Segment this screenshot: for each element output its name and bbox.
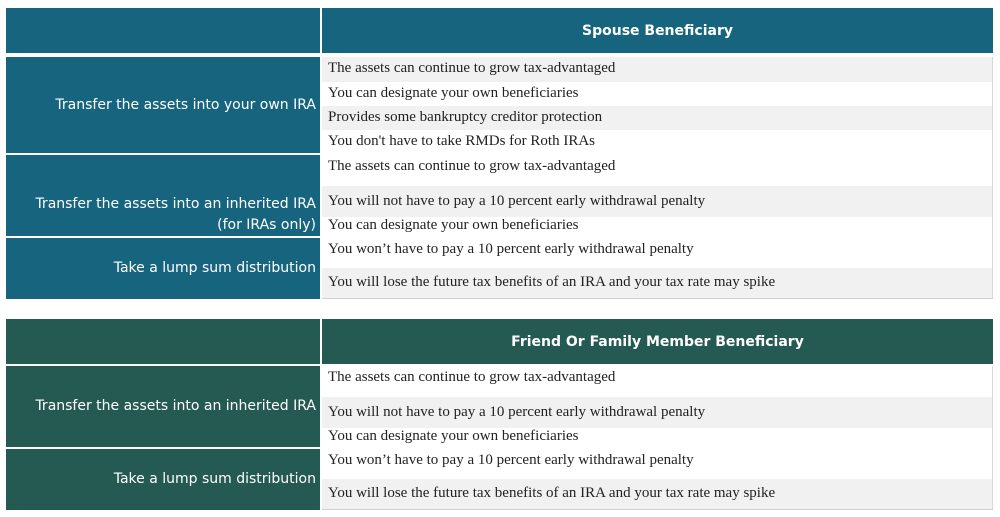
table-row: Provides some bankruptcy creditor protection [322,106,993,130]
header-title: Friend Or Family Member Beneficiary [322,319,993,364]
table-header [6,8,993,53]
table-header [6,319,993,364]
header-title: Spouse Beneficiary [322,8,993,53]
option-group [6,366,993,447]
table-row: You can designate your own beneficiaries [322,82,993,106]
table-row: You will not have to pay a 10 percent early withdrawal penalty [322,186,993,217]
table-row: You will lose the future tax benefits of an IRA and your tax rate may spike [322,479,993,510]
table-row: You will lose the future tax benefits of an IRA and your tax rate may spike [322,268,993,299]
header-blank-cell [6,8,320,53]
table-row: You won’t have to pay a 10 percent early withdrawal penalty [322,238,993,268]
table-row: You don't have to take RMDs for Roth IRAs [322,130,993,153]
option-label-line: (for IRAs only) [217,217,316,233]
option-label [6,155,320,236]
option-group [6,155,993,236]
spouse-beneficiary-table [6,8,993,299]
table-row: You can designate your own beneficiaries [322,217,993,236]
table-row: The assets can continue to grow tax-advantaged [322,366,993,397]
option-label-line: Take a lump sum distribution [113,260,316,276]
table-row: You can designate your own beneficiaries [322,428,993,447]
option-label [6,57,320,153]
option-label-line: Transfer the assets into an inherited IRA [35,196,316,212]
option-label [6,238,320,299]
table-row: The assets can continue to grow tax-advantaged [322,57,993,82]
header-blank-cell [6,319,320,364]
table-row: The assets can continue to grow tax-advantaged [322,155,993,186]
option-group [6,449,993,510]
option-group [6,238,993,299]
option-label-line: Transfer the assets into an inherited IRA [35,398,316,414]
table-row: You will not have to pay a 10 percent early withdrawal penalty [322,397,993,428]
option-group [6,57,993,153]
option-label-line: Transfer the assets into your own IRA [55,96,316,113]
option-label-line: Take a lump sum distribution [113,471,316,487]
friend-family-beneficiary-table [6,319,993,510]
table-row: You won’t have to pay a 10 percent early withdrawal penalty [322,449,993,479]
option-label [6,366,320,447]
option-label [6,449,320,510]
